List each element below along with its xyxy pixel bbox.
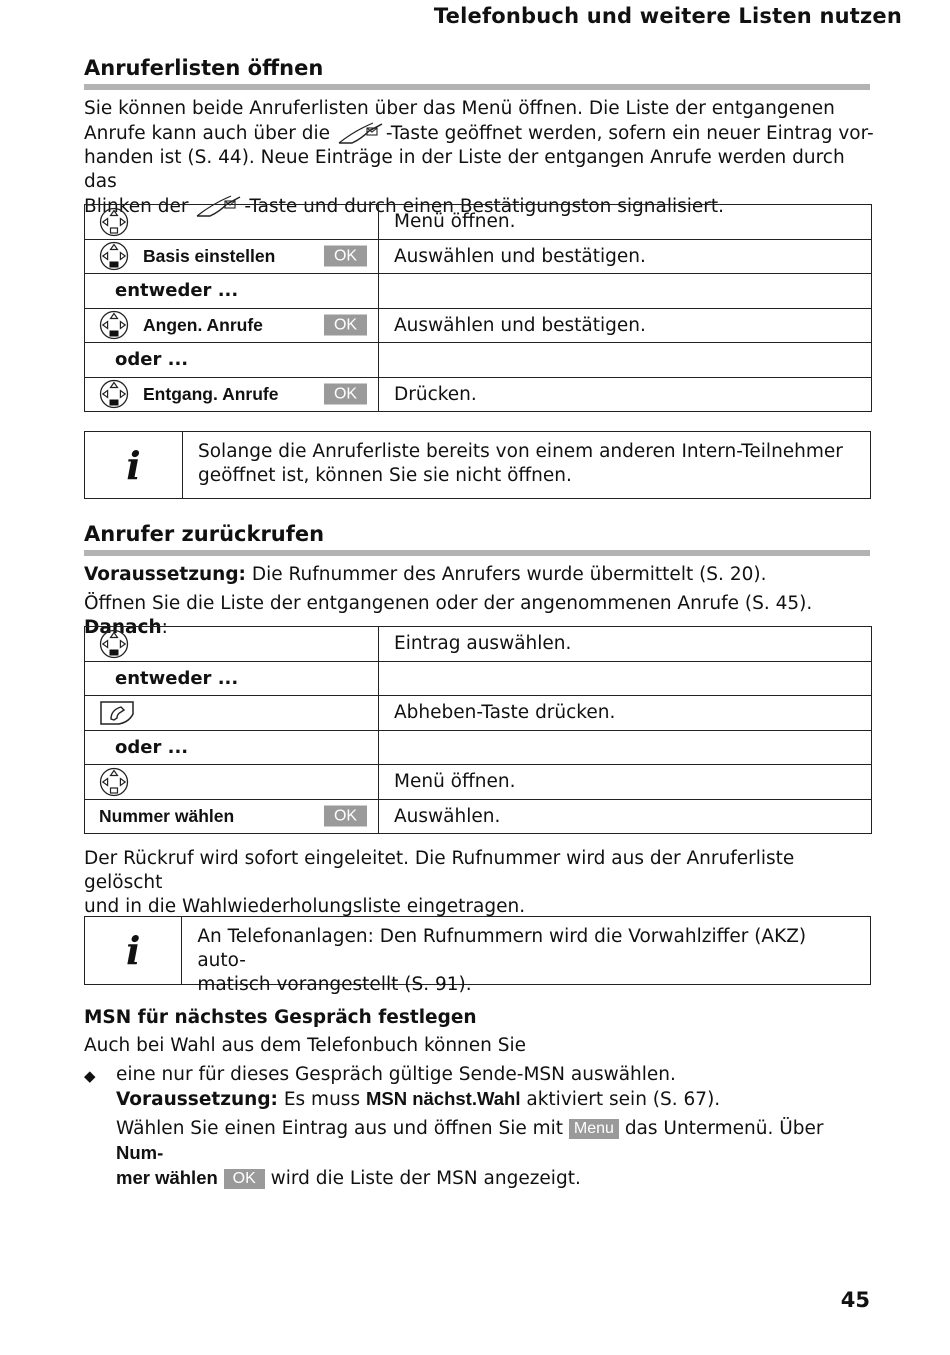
navigation-key-down-icon xyxy=(99,241,129,271)
step-action xyxy=(379,730,872,765)
navigation-key-down-icon xyxy=(99,629,129,659)
section-title-anruferlisten: Anruferlisten öffnen xyxy=(84,56,324,80)
table-row xyxy=(85,205,872,240)
menu-item-label: Angen. Anrufe xyxy=(143,314,263,335)
intro-paragraph: Sie können beide Anruferlisten über das Menü öffnen. Die Liste der entgangenen Anrufe kann auch über die -Taste geöffnet werden, sofern ein neuer Eintrag vor- handen ist (S. 44). Neue Einträge in der Liste der entgangen Anrufe werden durch das Blinken der -Taste und durch einen Bestätigungston signalisiert. xyxy=(84,98,874,217)
step-action: Auswählen und bestätigen. xyxy=(379,308,872,343)
instruction-text: Öffnen Sie die Liste der entgangenen oder der angenommenen Anrufe (S. 45). Danach: xyxy=(84,593,813,638)
running-header: Telefonbuch und weitere Listen nutzen xyxy=(433,4,902,28)
msn-intro: Auch bei Wahl aus dem Telefonbuch können Sie xyxy=(84,1035,527,1056)
info-note: i An Telefonanlagen: Den Rufnummern wird die Vorwahlziffer (AKZ) auto- matisch vorangestellt (S. 91). xyxy=(84,916,871,985)
info-icon: i xyxy=(85,917,182,984)
page-number: 45 xyxy=(840,1288,870,1312)
subsection-title-msn: MSN für nächstes Gespräch festlegen xyxy=(84,1007,477,1028)
step-action: Eintrag auswählen. xyxy=(379,627,872,662)
alternative-label: oder ... xyxy=(115,349,189,371)
table-row xyxy=(85,239,872,274)
menu-item-label: Nummer wählen xyxy=(99,805,235,826)
ok-key: OK xyxy=(324,246,367,267)
step-action: Auswählen und bestätigen. xyxy=(379,239,872,274)
table-row xyxy=(85,799,872,834)
section-title-zurueckrufen: Anrufer zurückrufen xyxy=(84,522,325,546)
step-action xyxy=(379,661,872,696)
section-rule xyxy=(84,84,870,90)
menu-key: Menu xyxy=(569,1119,619,1139)
table-row xyxy=(85,730,872,765)
menu-item-label: Entgang. Anrufe xyxy=(143,383,279,404)
info-note: i Solange die Anruferliste bereits von einem anderen Intern-Teilnehmer geöffnet ist, können Sie sie nicht öffnen. xyxy=(84,431,871,499)
bullet-diamond-icon: ◆ xyxy=(84,1067,96,1085)
navigation-key-down-icon xyxy=(99,379,129,409)
step-action: Auswählen. xyxy=(379,799,872,834)
step-action xyxy=(379,274,872,309)
navigation-key-down-icon xyxy=(99,310,129,340)
ok-key: OK xyxy=(324,384,367,405)
info-icon: i xyxy=(85,432,183,498)
table-row xyxy=(85,627,872,662)
table-row xyxy=(85,274,872,309)
message-key-icon xyxy=(336,121,386,145)
steps-table-callback xyxy=(84,626,872,834)
step-action: Menü öffnen. xyxy=(379,765,872,800)
alternative-label: oder ... xyxy=(115,736,189,758)
callback-explanation: Der Rückruf wird sofort eingeleitet. Die Rufnummer wird aus der Anruferliste gelöscht und in die Wahlwiederholungsliste eingetragen. xyxy=(84,848,795,917)
table-row xyxy=(85,308,872,343)
step-action xyxy=(379,343,872,378)
alternative-label: entweder ... xyxy=(115,280,239,302)
table-row xyxy=(85,765,872,800)
table-row xyxy=(85,696,872,731)
table-row xyxy=(85,661,872,696)
step-action: Drücken. xyxy=(379,377,872,412)
steps-table-open-lists xyxy=(84,204,872,412)
ok-key: OK xyxy=(324,806,367,827)
alternative-label: entweder ... xyxy=(115,667,239,689)
section-rule xyxy=(84,550,870,556)
prerequisite-text: Voraussetzung: Die Rufnummer des Anrufers wurde übermittelt (S. 20). xyxy=(84,564,767,585)
table-row xyxy=(85,343,872,378)
navigation-key-icon xyxy=(99,767,129,797)
menu-item-label: Basis einstellen xyxy=(143,245,276,266)
navigation-key-icon xyxy=(99,207,129,237)
step-action: Menü öffnen. xyxy=(379,205,872,240)
msn-bullet-item: eine nur für dieses Gespräch gültige Sende-MSN auswählen. Voraussetzung: Es muss MSN nächst.Wahl aktiviert sein (S. 67). Wählen Sie einen Eintrag aus und öffnen Sie mit Menu das Untermenü. Über Num- mer wählen OK wird die Liste der MSN angezeigt. xyxy=(116,1064,824,1189)
talk-key-icon xyxy=(99,700,135,726)
table-row xyxy=(85,377,872,412)
ok-key: OK xyxy=(324,315,367,336)
step-action: Abheben-Taste drücken. xyxy=(379,696,872,731)
ok-key: OK xyxy=(224,1169,265,1189)
